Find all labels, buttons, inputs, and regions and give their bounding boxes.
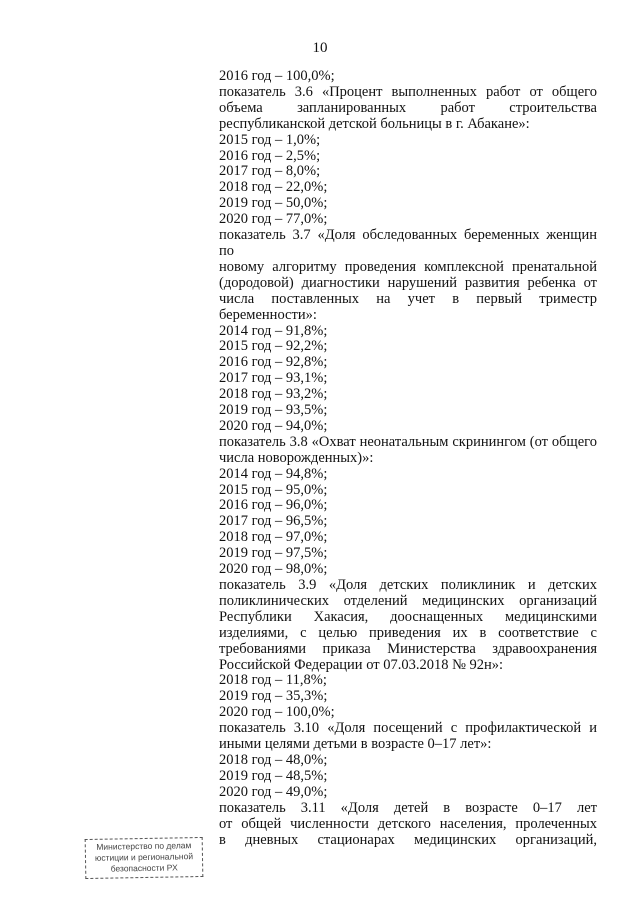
text-line: 2018 год – 22,0%; [219,179,328,196]
text-line: 2018 год – 48,0%; [219,751,328,768]
text-line: республиканской детской больницы в г. Абакане»: [219,115,530,132]
registration-stamp [85,837,204,879]
text-line: Российской Федерации от 07.03.2018 № 92н»: [219,656,504,673]
text-line: показатель 3.11 «Доля детей в возрасте 0–17 лет [219,799,597,816]
text-line: показатель 3.9 «Доля детских поликлиник и детских [219,577,597,593]
text-line: 2018 год – 97,0%; [219,529,328,546]
text-line: 2016 год – 2,5%; [219,147,321,164]
text-line: 2017 год – 96,5%; [219,513,328,530]
text-line: поликлинических отделений медицинских организаций [219,592,597,609]
text-line: новому алгоритму проведения комплексной пренатальной [219,258,597,275]
text-line: от общей численности детского населения, пролеченных [219,815,597,832]
text-line: числа поставленных на учет в первый триместр [219,290,597,307]
text-line: 2015 год – 92,2%; [219,338,328,355]
text-line: 2020 год – 77,0%; [219,211,328,228]
text-line: 2017 год – 8,0%; [219,163,321,180]
text-line: 2015 год – 1,0%; [219,131,321,148]
text-line: 2016 год – 92,8%; [219,354,328,371]
text-line: требованиями приказа Министерства здравоохранения [219,640,597,657]
text-line: числа новорожденных)»: [219,449,374,466]
text-line: показатель 3.7 «Доля обследованных беременных женщин по [219,227,597,259]
text-line: 2015 год – 95,0%; [219,481,328,498]
text-line: в дневных стационарах медицинских организаций, [219,831,597,848]
text-line: 2014 год – 94,8%; [219,465,328,482]
text-line: 2019 год – 35,3%; [219,688,328,705]
text-line: объема запланированных работ строительства [219,99,597,116]
text-line: 2018 год – 11,8%; [219,672,327,689]
text-line: 2017 год – 93,1%; [219,370,328,387]
text-line: беременности»: [219,306,317,323]
document-body [219,69,597,848]
text-line: (дородовой) диагностики нарушений развития ребенка от [219,274,597,291]
text-line: 2016 год – 96,0%; [219,497,328,514]
text-line: 2018 год – 93,2%; [219,386,328,403]
text-line: показатель 3.6 «Процент выполненных работ от общего [219,83,597,100]
text-line: 2014 год – 91,8%; [219,322,328,339]
text-line: 2020 год – 100,0%; [219,704,335,721]
text-line: иными целями детьми в возрасте 0–17 лет»: [219,736,492,753]
text-line: 2019 год – 50,0%; [219,195,328,212]
page-number: 10 [312,40,328,56]
text-line: 2020 год – 94,0%; [219,417,328,434]
stamp-line: юстиции и региональной [94,851,194,863]
text-line: 2020 год – 49,0%; [219,783,328,800]
text-line: 2019 год – 93,5%; [219,402,328,419]
text-line: изделиями, с целью приведения их в соответствие с [219,624,597,641]
text-line: 2019 год – 97,5%; [219,545,328,562]
stamp-line: Министерство по делам [96,840,192,852]
text-line: 2016 год – 100,0%; [219,68,335,84]
text-line: показатель 3.10 «Доля посещений с профилактической и [219,720,597,737]
text-line: показатель 3.8 «Охват неонатальным скринингом (от общего [219,433,597,450]
text-line: 2019 год – 48,5%; [219,767,328,784]
text-line: 2020 год – 98,0%; [219,561,328,578]
text-line: Республики Хакасия, дооснащенных медицинскими [219,608,597,625]
stamp-line: безопасности РХ [110,862,178,874]
